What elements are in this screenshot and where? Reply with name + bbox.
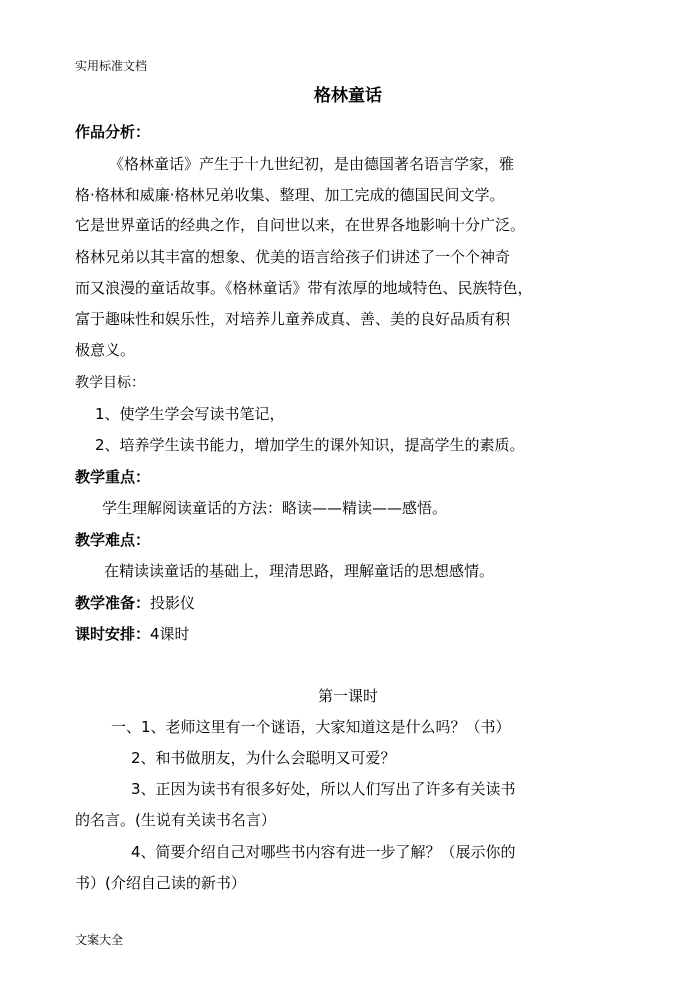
analysis-line: 格·格林和威廉·格林兄弟收集、整理、加工完成的德国民间文学。 <box>75 186 505 204</box>
lesson1-line: 4、简要介绍自己对哪些书内容有进一步了解？（展示你的 <box>131 843 516 861</box>
analysis-heading: 作品分析： <box>75 123 151 141</box>
footer-tag: 文案大全 <box>75 933 124 947</box>
difficulties-heading: 教学难点： <box>75 531 151 549</box>
preparation-label: 教学准备： <box>75 594 151 612</box>
preparation-value: 投影仪 <box>150 594 196 612</box>
goals-heading: 教学目标： <box>75 375 145 391</box>
analysis-line: 它是世界童话的经典之作，自问世以来，在世界各地影响十分广泛。 <box>75 216 526 234</box>
schedule-row <box>75 623 635 645</box>
analysis-line: 富于趣味性和娱乐性，对培养儿童养成真、善、美的良好品质有积 <box>75 310 511 328</box>
lesson1-line: 书）(介绍自己读的新书） <box>75 874 246 892</box>
goal-item: 1、使学生学会写读书笔记， <box>95 405 285 423</box>
lesson1-line: 3、正因为读书有很多好处，所以人们写出了许多有关读书 <box>131 780 516 798</box>
lesson1-line: 的名言。(生说有关读书名言） <box>75 811 276 829</box>
analysis-line: 而又浪漫的童话故事。《格林童话》带有浓厚的地域特色、民族特色， <box>75 279 533 297</box>
header-tag: 实用标准文档 <box>75 59 148 73</box>
goal-item: 2、培养学生读书能力，增加学生的课外知识，提高学生的素质。 <box>95 436 525 454</box>
analysis-line: 《格林童话》产生于十九世纪初，是由德国著名语言学家，雅 <box>109 155 515 173</box>
schedule-label: 课时安排： <box>75 625 151 643</box>
preparation-row <box>75 592 635 614</box>
key-points-text: 学生理解阅读童话的方法：略读——精读——感悟。 <box>102 499 448 517</box>
lesson1-line: 2、和书做朋友，为什么会聪明又可爱？ <box>131 749 396 767</box>
document-title: 格林童话 <box>314 86 382 106</box>
analysis-line: 极意义。 <box>75 341 136 359</box>
schedule-value: 4课时 <box>150 625 190 643</box>
key-points-heading: 教学重点： <box>75 468 151 486</box>
analysis-line: 格林兄弟以其丰富的想象、优美的语言给孩子们讲述了一个个神奇 <box>75 248 511 266</box>
lesson1-line: 一、1、老师这里有一个谜语，大家知道这是什么吗？（书） <box>111 718 511 736</box>
lesson1-title: 第一课时 <box>317 687 378 705</box>
difficulties-text: 在精读读童话的基础上，理清思路，理解童话的思想感情。 <box>104 562 495 580</box>
